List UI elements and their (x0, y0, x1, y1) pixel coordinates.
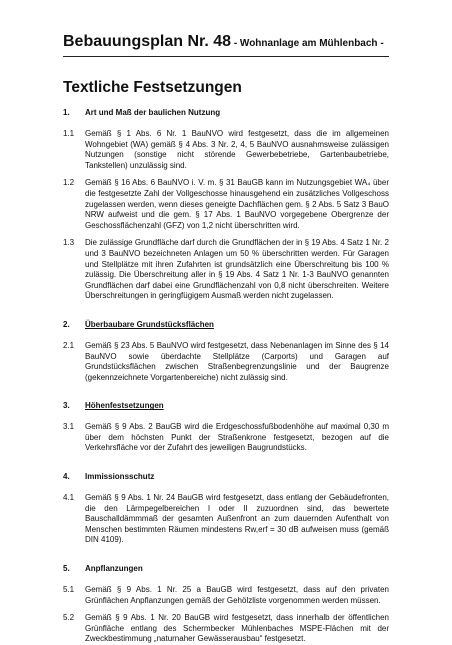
plan-subtitle: - Wohnanlage am Mühlenbach - (231, 38, 384, 49)
paragraph-number: 1.2 (63, 178, 75, 188)
paragraph-number: 1.1 (63, 129, 75, 138)
document-header (63, 33, 389, 51)
section-number: 3. (63, 401, 70, 411)
section-number: 2. (63, 319, 70, 329)
paragraph (63, 129, 389, 171)
paragraph-number: 5.2 (63, 613, 75, 623)
paragraph-text: Gemäß § 16 Abs. 6 BauNVO i. V. m. § 31 BauGB kann im Nutzungsgebiet WA₄ über die festgesetzte Zahl der Vollgeschosse hinausgehend ein zusätzliches Vollgeschoss zugelassen werden, wenn dieses geneigte Dachflächen gem. § 2 Abs. 5 Satz 3 BauO NRW aufweist und die gem. § 17 Abs. 1 BauNVO vorgegebene Obergrenze der Geschossflächenzahl (GFZ) von 1,2 nicht überschritten wird. (85, 178, 389, 230)
paragraph (63, 585, 389, 606)
paragraph-text: Gemäß § 9 Abs. 1 Nr. 20 BauGB wird festgesetzt, dass innerhalb der öffentlichen Grünfläche entlang des Schermbecker Mühlenbaches MSPE-Flächen mit der Zweckbestimmung „naturnaher Gewässerausbau“ festgesetzt. (85, 613, 389, 644)
header-rule (63, 56, 389, 57)
paragraph-text: Gemäß § 23 Abs. 5 BauNVO wird festgesetzt, dass Nebenanlagen im Sinne des § 14 BauNVO sowie überdachte Stellplätze (Carports) und Garagen auf Grundstücksflächen zwischen Straßenbegrenzungslinie und der Baugrenze (gekennzeichnete Vorgartenbereiche) nicht zulässig sind. (85, 340, 389, 382)
page-heading: Textliche Festsetzungen (63, 79, 242, 96)
section-title: Überbaubare Grundstücksflächen (85, 319, 214, 329)
section-title: Art und Maß der baulichen Nutzung (85, 108, 221, 117)
document-body (63, 108, 389, 645)
section-number: 1. (63, 108, 70, 117)
section-number: 4. (63, 472, 70, 482)
paragraph (63, 341, 389, 383)
section-heading (63, 564, 389, 573)
section-heading (63, 401, 389, 410)
paragraph-number: 1.3 (63, 238, 75, 248)
section-heading (63, 472, 389, 481)
paragraph-number: 5.1 (63, 585, 75, 595)
section-number: 5. (63, 564, 70, 574)
paragraph-text: Gemäß § 9 Abs. 1 Nr. 24 BauGB wird festgesetzt, dass entlang der Gebäudefronten, die den Lärmpegelbereichen I oder II zuzuordnen sind, das bewertete Bauschalldämmmaß der gesamten Außenfront an zum dauernden Aufenthalt von Menschen bestimmten Räumen mindestens Rw,erf = 30 dB aufweisen muss (gemäß DIN 4109). (85, 493, 389, 545)
section-title: Höhenfestsetzungen (85, 401, 164, 411)
paragraph-number: 4.1 (63, 493, 75, 503)
section-title: Anpflanzungen (85, 564, 143, 574)
paragraph (63, 613, 389, 645)
paragraph-number: 3.1 (63, 422, 75, 432)
plan-title: Bebauungsplan Nr. 48 (63, 33, 232, 50)
paragraph (63, 422, 389, 454)
paragraph-text: Gemäß § 9 Abs. 1 Nr. 25 a BauGB wird festgesetzt, dass auf den privaten Grünflächen Anpflanzungen gemäß der Gehölzliste vorgenommen werden müssen. (85, 585, 389, 605)
section-heading (63, 320, 389, 329)
paragraph (63, 238, 389, 302)
paragraph-text: Gemäß § 1 Abs. 6 Nr. 1 BauNVO wird festgesetzt, dass die im allgemeinen Wohngebiet (WA) gemäß § 4 Abs. 3 Nr. 2, 4, 5 BauNVO ausnahmsweise zulässigen Nutzungen (sonstige nicht störende Gewerbebetriebe, Gartenbaubetriebe, Tankstellen) unzulässig sind. (85, 129, 389, 170)
paragraph (63, 493, 389, 546)
paragraph-text: Die zulässige Grundfläche darf durch die Grundflächen der in § 19 Abs. 4 Satz 1 Nr. 2 und 3 BauNVO bezeichneten Anlagen um 50 % überschritten werden. Für Garagen und Stellplätze mit ihren Zufahrten ist grundsätzlich eine Überschreitung bis 100 % zulässig. Die Überschreitung aller in § 19 Abs. 4 Satz 1 Nr. 1-3 BauNVO genannten Grundflächen darf dabei eine Grundflächenzahl von 0,8 nicht überschreiten. Weitere Überschreitungen in geringfügigem Ausmaß werden nicht zugelassen. (85, 238, 389, 301)
paragraph-text: Gemäß § 9 Abs. 2 BauGB wird die Erdgeschossfußbodenhöhe auf maximal 0,30 m über dem höchsten Punkt der Straßenkrone festgesetzt, bezogen auf die Verkehrsfläche vor der Zufahrt des jeweiligen Baugrundstücks. (85, 422, 389, 453)
section-heading (63, 108, 389, 117)
paragraph-number: 2.1 (63, 340, 75, 350)
section-title: Immissionsschutz (85, 472, 155, 482)
paragraph (63, 178, 389, 231)
